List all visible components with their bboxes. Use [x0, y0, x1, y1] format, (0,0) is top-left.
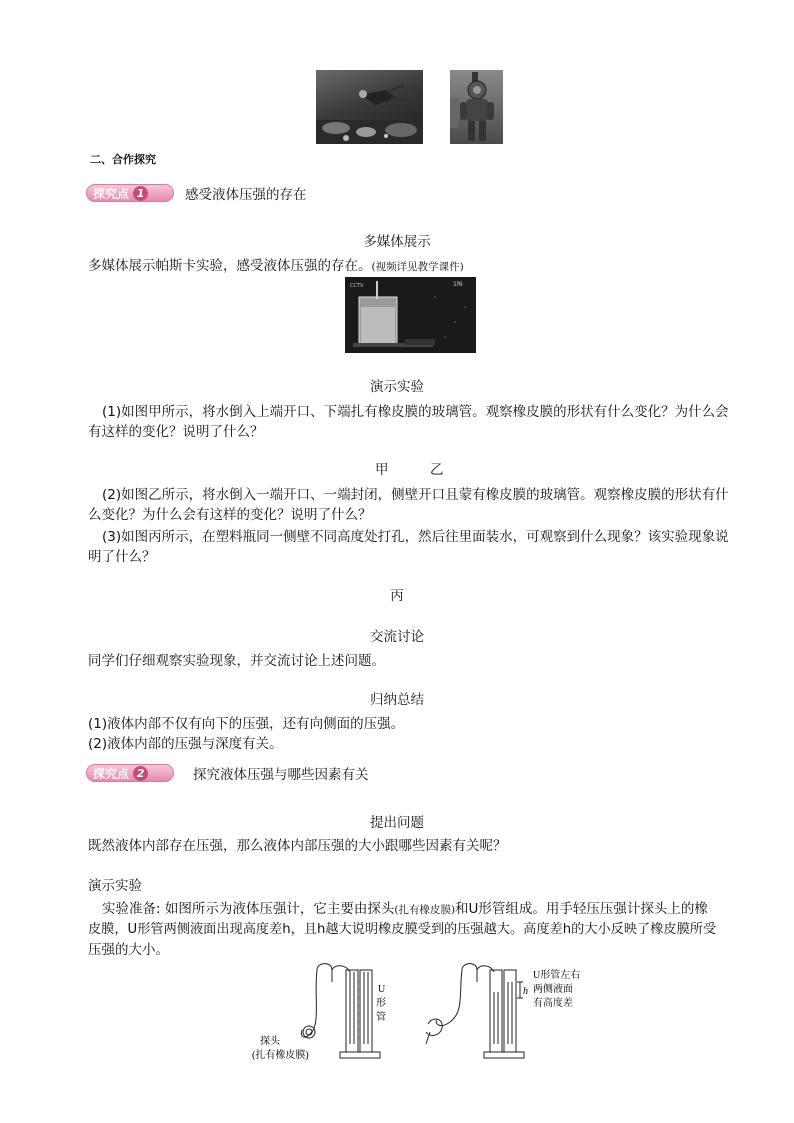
point1-title: 感受液体压强的存在: [185, 187, 307, 203]
figure-label-jia: 甲: [375, 462, 389, 478]
explore-point-badge-1: [86, 184, 174, 202]
video-logo: CCTV: [350, 283, 364, 289]
multimedia-heading: 多媒体展示: [363, 234, 431, 250]
demo2-line2: 皮膜，U形管两侧液面出现高度差h，且h越大说明橡皮膜受到的压强越大。高度差h的大小反映了橡皮膜所受: [88, 922, 717, 937]
pascal-video-still: [345, 277, 476, 353]
badge-number: 1: [133, 186, 148, 201]
point2-title: 探究液体压强与哪些因素有关: [193, 767, 369, 783]
pressure-gauge-figure: [250, 962, 610, 1062]
demo1-p3-line1: (3)如图丙所示，在塑料瓶同一侧壁不同高度处打孔，然后往里面装水，可观察到什么现象？该实验现象说: [102, 529, 729, 545]
demo2-line1: [102, 899, 708, 920]
demo1-heading: 演示实验: [370, 379, 424, 395]
pascal-barrel-illustration: [345, 277, 476, 353]
label-probe: 探头: [260, 1036, 280, 1047]
badge-label: 探究点: [93, 767, 130, 781]
multimedia-note: (视频详见教学课件): [371, 261, 464, 273]
demo1-p3-line2: 明了什么？: [88, 549, 156, 565]
label-right-1: U形管左右: [533, 970, 581, 981]
video-tag: 1f6: [453, 281, 463, 288]
gauge-left: [302, 964, 380, 1058]
label-h: h: [523, 986, 528, 997]
gauge-right: [426, 964, 524, 1058]
summary-item-2: (2)液体内部的压强与深度有关。: [88, 736, 283, 752]
diving-suit-illustration: [450, 70, 503, 144]
demo2-line3: 压强的大小。: [88, 942, 169, 958]
badge-label: 探究点: [93, 187, 130, 201]
label-right-3: 有高度差: [533, 998, 573, 1009]
section-heading: 二、合作探究: [90, 153, 156, 166]
summary-heading: 归纳总结: [370, 692, 424, 708]
demo2-heading: 演示实验: [88, 878, 142, 894]
diving-suit-photo: [450, 70, 503, 144]
question-text: 既然液体内部存在压强，那么液体内部压强的大小跟哪些因素有关呢？: [88, 838, 507, 854]
label-xing: 形: [376, 998, 386, 1009]
badge-number: 2: [133, 766, 148, 781]
figure-label-yi: 乙: [430, 462, 444, 478]
label-right-2: 两侧液面: [533, 984, 573, 995]
diver-illustration: [316, 70, 423, 144]
diver-photo: [316, 70, 423, 144]
demo1-p1-line1: (1)如图甲所示，将水倒入上端开口、下端扎有橡皮膜的玻璃管。观察橡皮膜的形状有什么变化？为什么会: [102, 404, 729, 420]
figure-label-bing: 丙: [390, 588, 404, 604]
label-u: U: [378, 984, 386, 995]
explore-point-badge-2: [86, 764, 174, 782]
demo1-p2-line2: 么变化？为什么会有这样的变化？说明了什么？: [88, 507, 372, 523]
label-probe-note: (扎有橡皮膜): [252, 1050, 309, 1061]
demo1-p2-line1: (2)如图乙所示，将水倒入一端开口、一端封闭，侧壁开口且蒙有橡皮膜的玻璃管。观察橡皮膜的形状有什: [102, 487, 729, 503]
demo2-line1-b: 和U形管组成。用手轻压压强计探头上的橡: [455, 901, 708, 917]
demo2-line1-note: (扎有橡皮膜): [394, 904, 456, 916]
discussion-heading: 交流讨论: [370, 629, 424, 645]
demo1-p1-line2: 有这样的变化？说明了什么？: [88, 424, 264, 440]
multimedia-text: [88, 256, 464, 277]
summary-item-1: (1)液体内部不仅有向下的压强，还有向侧面的压强。: [88, 716, 405, 732]
label-guan: 管: [376, 1012, 386, 1023]
demo2-line1-a: 实验准备: 如图所示为液体压强计，它主要由探头: [102, 901, 395, 917]
multimedia-text-main: 多媒体展示帕斯卡实验，感受液体压强的存在。: [88, 258, 372, 274]
question-heading: 提出问题: [370, 815, 424, 831]
discussion-text: 同学们仔细观察实验现象，并交流讨论上述问题。: [88, 653, 385, 669]
